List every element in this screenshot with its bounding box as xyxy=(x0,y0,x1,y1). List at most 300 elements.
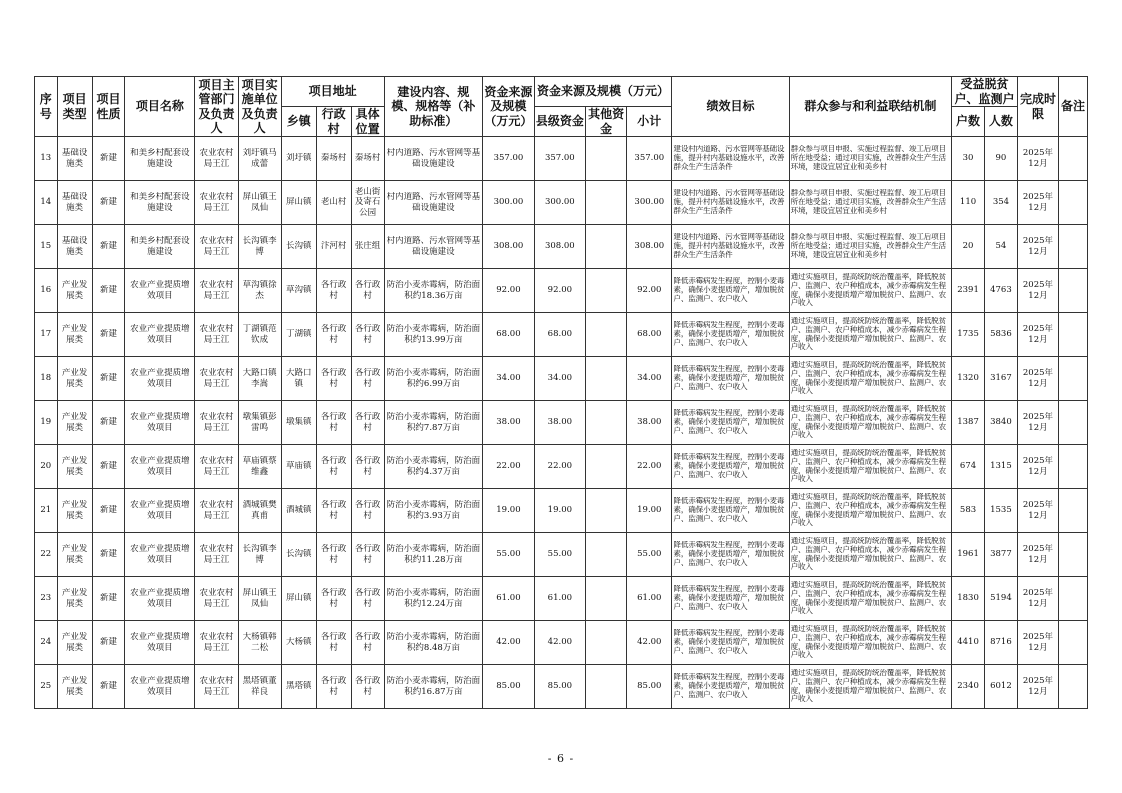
cell-location xyxy=(351,445,384,489)
cell-nature-text: 新建 xyxy=(100,285,118,296)
cell-town xyxy=(281,181,316,225)
cell-mechanism-text: 通过实施项目，提高统防统治覆盖率，降低脱贫户、监测户、农户种植成本，减少赤霉病发生程度，确保小麦提质增产增加脱贫户、监测户、农户收入 xyxy=(790,316,946,352)
header-mechanism: 群众参与和利益联结机制 xyxy=(789,77,951,137)
cell-content xyxy=(384,357,483,401)
cell-goal xyxy=(672,665,789,709)
cell-name xyxy=(125,137,195,181)
cell-people-text: 6012 xyxy=(990,681,1012,692)
table-body xyxy=(35,137,1088,709)
cell-mechanism-text: 群众参与项目申报、实施过程监督、竣工后项目所在地受益；通过项目实施，改善群众生产生活环境，建设宜居宜业和美乡村 xyxy=(790,145,946,171)
cell-county-fund-text: 55.00 xyxy=(547,549,573,560)
cell-goal-text: 降低赤霉病发生程度，控制小麦毒素，确保小麦提质增产，增加脱贫户、监测户、农户收入 xyxy=(673,409,785,435)
cell-location-text: 各行政村 xyxy=(354,631,381,653)
cell-seq xyxy=(35,137,58,181)
cell-dept-text: 农业农村局王江 xyxy=(199,367,234,389)
cell-mechanism-text: 通过实施项目，提高统防统治覆盖率，降低脱贫户、监测户、农户种植成本，减少赤霉病发生程度，确保小麦提质增产增加脱贫户、监测户、农户收入 xyxy=(790,536,946,572)
cell-name xyxy=(125,621,195,665)
cell-remark xyxy=(1059,533,1088,577)
cell-households-text: 1735 xyxy=(957,329,979,340)
cell-mechanism xyxy=(789,489,951,533)
cell-location xyxy=(351,621,384,665)
cell-other-fund xyxy=(586,357,627,401)
cell-type xyxy=(57,577,92,621)
cell-name xyxy=(125,665,195,709)
cell-subtotal xyxy=(627,577,672,621)
cell-mechanism-text: 通过实施项目，提高统防统治覆盖率，降低脱贫户、监测户、农户种植成本，减少赤霉病发生程度，确保小麦提质增产增加脱贫户、监测户、农户收入 xyxy=(790,360,946,396)
header-village: 行政村 xyxy=(316,107,351,137)
table-header xyxy=(35,77,1088,137)
cell-type xyxy=(57,181,92,225)
cell-type-text: 产业发展类 xyxy=(61,499,88,521)
cell-goal-text: 降低赤霉病发生程度，控制小麦毒素，确保小麦提质增产，增加脱贫户、监测户、农户收入 xyxy=(673,321,785,347)
cell-content-text: 防治小麦赤霉病，防治面积约13.99万亩 xyxy=(386,323,481,345)
cell-village-text: 汴河村 xyxy=(320,241,347,252)
cell-seq-text: 21 xyxy=(40,505,52,516)
header-other-fund: 其他资金 xyxy=(586,107,627,137)
cell-mechanism xyxy=(789,137,951,181)
cell-village xyxy=(316,181,351,225)
header-households: 户数 xyxy=(952,107,985,137)
cell-fund-scale-text: 34.00 xyxy=(496,373,521,384)
cell-households xyxy=(952,621,985,665)
cell-nature xyxy=(92,181,125,225)
cell-mechanism xyxy=(789,445,951,489)
cell-other-fund xyxy=(586,269,627,313)
cell-fund-scale-text: 38.00 xyxy=(496,417,521,428)
cell-town-text: 墩集镇 xyxy=(285,417,312,428)
header-goal: 绩效目标 xyxy=(672,77,789,137)
cell-other-fund xyxy=(586,313,627,357)
header-remark: 备注 xyxy=(1059,77,1088,137)
header-nature: 项目性质 xyxy=(92,77,125,137)
cell-content-text: 防治小麦赤霉病，防治面积约3.93万亩 xyxy=(386,499,481,521)
cell-remark xyxy=(1059,269,1088,313)
cell-name xyxy=(125,533,195,577)
cell-impl xyxy=(238,577,281,621)
cell-dept-text: 农业农村局王江 xyxy=(199,631,234,653)
cell-people-text: 8716 xyxy=(990,637,1012,648)
cell-households-text: 1320 xyxy=(957,373,979,384)
cell-deadline xyxy=(1017,533,1058,577)
cell-content xyxy=(384,621,483,665)
cell-village xyxy=(316,665,351,709)
cell-type xyxy=(57,533,92,577)
cell-content xyxy=(384,577,483,621)
cell-type xyxy=(57,137,92,181)
cell-households-text: 30 xyxy=(962,153,974,164)
cell-nature xyxy=(92,357,125,401)
cell-type-text: 基础设施类 xyxy=(61,235,88,257)
cell-location xyxy=(351,533,384,577)
cell-goal xyxy=(672,137,789,181)
cell-people xyxy=(984,225,1017,269)
table-row xyxy=(35,313,1088,357)
cell-type xyxy=(57,665,92,709)
cell-seq xyxy=(35,489,58,533)
cell-village xyxy=(316,137,351,181)
cell-dept-text: 农业农村局王江 xyxy=(199,587,234,609)
cell-deadline-text: 2025年12月 xyxy=(1022,411,1054,433)
cell-households xyxy=(952,489,985,533)
cell-type xyxy=(57,269,92,313)
cell-deadline-text: 2025年12月 xyxy=(1022,147,1054,169)
cell-location-text: 各行政村 xyxy=(354,499,381,521)
cell-content-text: 村内道路、污水管网等基础设施建设 xyxy=(386,235,481,257)
cell-nature xyxy=(92,533,125,577)
cell-subtotal xyxy=(627,313,672,357)
cell-households-text: 1387 xyxy=(957,417,979,428)
cell-goal xyxy=(672,225,789,269)
cell-content-text: 村内道路、污水管网等基础设施建设 xyxy=(386,147,481,169)
cell-town xyxy=(281,489,316,533)
header-address: 项目地址 xyxy=(281,77,384,107)
cell-name-text: 农业产业提质增效项目 xyxy=(130,499,190,521)
cell-town-text: 屏山镇 xyxy=(285,593,312,604)
cell-content xyxy=(384,489,483,533)
cell-subtotal xyxy=(627,269,672,313)
cell-content xyxy=(384,665,483,709)
cell-type-text: 产业发展类 xyxy=(61,631,88,653)
cell-dept xyxy=(195,665,238,709)
cell-subtotal xyxy=(627,621,672,665)
cell-impl-text: 墩集镇彭雷鸣 xyxy=(242,411,277,433)
cell-village-text: 各行政村 xyxy=(320,675,347,697)
cell-nature xyxy=(92,445,125,489)
cell-goal-text: 降低赤霉病发生程度，控制小麦毒素，确保小麦提质增产，增加脱贫户、监测户、农户收入 xyxy=(673,585,785,611)
cell-people-text: 1315 xyxy=(990,461,1012,472)
cell-content-text: 防治小麦赤霉病，防治面积约16.87万亩 xyxy=(386,675,481,697)
cell-type-text: 产业发展类 xyxy=(61,279,88,301)
cell-village-text: 各行政村 xyxy=(320,367,347,389)
cell-dept-text: 农业农村局王江 xyxy=(199,235,234,257)
cell-other-fund xyxy=(586,225,627,269)
cell-location xyxy=(351,401,384,445)
cell-nature xyxy=(92,269,125,313)
cell-village xyxy=(316,401,351,445)
cell-town-text: 酒城镇 xyxy=(285,505,312,516)
cell-town xyxy=(281,269,316,313)
cell-deadline-text: 2025年12月 xyxy=(1022,587,1054,609)
cell-town-text: 屏山镇 xyxy=(285,197,312,208)
cell-remark xyxy=(1059,665,1088,709)
cell-goal-text: 建设村内道路、污水管网等基础设施，提升村内基础设施水平，改善群众生产生活条件 xyxy=(673,145,785,171)
cell-seq xyxy=(35,313,58,357)
cell-goal-text: 降低赤霉病发生程度，控制小麦毒素，确保小麦提质增产，增加脱贫户、监测户、农户收入 xyxy=(673,365,785,391)
cell-type-text: 产业发展类 xyxy=(61,675,88,697)
cell-content xyxy=(384,313,483,357)
cell-county-fund xyxy=(534,357,585,401)
cell-seq-text: 13 xyxy=(40,153,52,164)
cell-nature xyxy=(92,313,125,357)
cell-name-text: 农业产业提质增效项目 xyxy=(130,411,190,433)
cell-subtotal xyxy=(627,445,672,489)
cell-town-text: 大路口镇 xyxy=(285,367,312,389)
cell-impl xyxy=(238,401,281,445)
header-subtotal: 小计 xyxy=(627,107,672,137)
cell-village-text: 各行政村 xyxy=(320,499,347,521)
cell-dept xyxy=(195,445,238,489)
cell-mechanism xyxy=(789,269,951,313)
cell-town-text: 黑塔镇 xyxy=(285,681,312,692)
cell-village-text: 各行政村 xyxy=(320,455,347,477)
cell-fund-scale-text: 68.00 xyxy=(496,329,521,340)
cell-deadline-text: 2025年12月 xyxy=(1022,675,1054,697)
cell-village xyxy=(316,225,351,269)
cell-content-text: 防治小麦赤霉病，防治面积约7.87万亩 xyxy=(386,411,481,433)
cell-people-text: 90 xyxy=(995,153,1007,164)
cell-deadline xyxy=(1017,665,1058,709)
header-fund-scale: 资金来源及规模（万元） xyxy=(483,77,534,137)
cell-name xyxy=(125,357,195,401)
cell-goal-text: 降低赤霉病发生程度，控制小麦毒素，确保小麦提质增产，增加脱贫户、监测户、农户收入 xyxy=(673,541,785,567)
cell-deadline xyxy=(1017,313,1058,357)
cell-location-text: 老山街及寄石公园 xyxy=(354,186,381,218)
cell-town xyxy=(281,313,316,357)
cell-mechanism xyxy=(789,225,951,269)
cell-other-fund xyxy=(586,445,627,489)
cell-mechanism xyxy=(789,357,951,401)
cell-name-text: 农业产业提质增效项目 xyxy=(130,455,190,477)
cell-county-fund-text: 19.00 xyxy=(547,505,573,516)
cell-other-fund xyxy=(586,489,627,533)
cell-dept-text: 农业农村局王江 xyxy=(199,543,234,565)
cell-subtotal xyxy=(627,401,672,445)
cell-subtotal-text: 34.00 xyxy=(637,373,662,384)
cell-county-fund xyxy=(534,665,585,709)
cell-dept xyxy=(195,181,238,225)
cell-town xyxy=(281,137,316,181)
cell-content xyxy=(384,445,483,489)
cell-impl xyxy=(238,313,281,357)
cell-location-text: 各行政村 xyxy=(354,587,381,609)
cell-mechanism-text: 群众参与项目申报、实施过程监督、竣工后项目所在地受益；通过项目实施，改善群众生产生活环境，建设宜居宜业和美乡村 xyxy=(790,233,946,259)
cell-type xyxy=(57,621,92,665)
cell-impl-text: 草沟镇徐杰 xyxy=(242,279,277,301)
cell-mechanism-text: 通过实施项目，提高统防统治覆盖率，降低脱贫户、监测户、农户种植成本，减少赤霉病发生程度，确保小麦提质增产增加脱贫户、监测户、农户收入 xyxy=(790,404,946,440)
cell-nature xyxy=(92,621,125,665)
cell-seq xyxy=(35,621,58,665)
cell-people-text: 4763 xyxy=(990,285,1012,296)
cell-households-text: 2340 xyxy=(957,681,979,692)
cell-impl xyxy=(238,357,281,401)
cell-people xyxy=(984,577,1017,621)
cell-fund-scale xyxy=(483,489,534,533)
cell-nature xyxy=(92,665,125,709)
cell-county-fund-text: 34.00 xyxy=(547,373,573,384)
cell-content-text: 防治小麦赤霉病，防治面积约11.28万亩 xyxy=(386,543,481,565)
cell-county-fund-text: 61.00 xyxy=(547,593,573,604)
cell-village-text: 各行政村 xyxy=(320,323,347,345)
cell-fund-scale-text: 357.00 xyxy=(493,153,524,164)
cell-fund-scale-text: 85.00 xyxy=(496,681,521,692)
cell-people-text: 5194 xyxy=(990,593,1012,604)
cell-dept xyxy=(195,357,238,401)
cell-county-fund-text: 38.00 xyxy=(547,417,573,428)
cell-village xyxy=(316,313,351,357)
cell-households-text: 2391 xyxy=(957,285,979,296)
cell-dept-text: 农业农村局王江 xyxy=(199,147,234,169)
cell-seq xyxy=(35,225,58,269)
cell-deadline-text: 2025年12月 xyxy=(1022,631,1054,653)
cell-town xyxy=(281,401,316,445)
cell-other-fund xyxy=(586,401,627,445)
cell-seq xyxy=(35,445,58,489)
cell-fund-scale xyxy=(483,665,534,709)
cell-people xyxy=(984,665,1017,709)
cell-county-fund xyxy=(534,533,585,577)
cell-impl-text: 丁湖镇范钦成 xyxy=(242,323,277,345)
cell-other-fund xyxy=(586,577,627,621)
header-dept: 项目主管部门及负责人 xyxy=(195,77,238,137)
cell-subtotal-text: 22.00 xyxy=(637,461,662,472)
cell-households xyxy=(952,577,985,621)
cell-impl-text: 草庙镇蔡维鑫 xyxy=(242,455,277,477)
header-town: 乡镇 xyxy=(281,107,316,137)
cell-mechanism-text: 通过实施项目，提高统防统治覆盖率，降低脱贫户、监测户、农户种植成本，减少赤霉病发生程度，确保小麦提质增产增加脱贫户、监测户、农户收入 xyxy=(790,448,946,484)
cell-county-fund xyxy=(534,269,585,313)
cell-nature-text: 新建 xyxy=(100,461,118,472)
cell-county-fund xyxy=(534,577,585,621)
cell-content xyxy=(384,533,483,577)
cell-dept xyxy=(195,137,238,181)
cell-content-text: 村内道路、污水管网等基础设施建设 xyxy=(386,191,481,213)
cell-deadline xyxy=(1017,269,1058,313)
cell-goal xyxy=(672,401,789,445)
cell-remark xyxy=(1059,357,1088,401)
table-row xyxy=(35,225,1088,269)
cell-fund-scale-text: 22.00 xyxy=(496,461,521,472)
header-name: 项目名称 xyxy=(125,77,195,137)
cell-content xyxy=(384,225,483,269)
cell-nature-text: 新建 xyxy=(100,681,118,692)
cell-subtotal xyxy=(627,489,672,533)
cell-mechanism xyxy=(789,533,951,577)
cell-nature-text: 新建 xyxy=(100,373,118,384)
cell-seq xyxy=(35,357,58,401)
cell-county-fund xyxy=(534,181,585,225)
cell-mechanism-text: 群众参与项目申报、实施过程监督、竣工后项目所在地受益；通过项目实施，改善群众生产生活环境，建设宜居宜业和美乡村 xyxy=(790,189,946,215)
cell-village-text: 老山村 xyxy=(320,197,347,208)
cell-impl xyxy=(238,533,281,577)
cell-seq-text: 18 xyxy=(40,373,52,384)
cell-dept xyxy=(195,577,238,621)
cell-subtotal-text: 300.00 xyxy=(634,197,665,208)
cell-county-fund xyxy=(534,313,585,357)
cell-households xyxy=(952,313,985,357)
cell-nature-text: 新建 xyxy=(100,637,118,648)
cell-seq-text: 20 xyxy=(40,461,52,472)
cell-fund-scale xyxy=(483,401,534,445)
cell-seq-text: 16 xyxy=(40,285,52,296)
header-fund-group: 资金来源及规模（万元） xyxy=(534,77,672,107)
cell-county-fund-text: 85.00 xyxy=(547,681,573,692)
cell-subtotal-text: 357.00 xyxy=(634,153,665,164)
cell-goal xyxy=(672,357,789,401)
cell-goal xyxy=(672,489,789,533)
cell-fund-scale-text: 61.00 xyxy=(496,593,521,604)
cell-remark xyxy=(1059,489,1088,533)
cell-people-text: 3877 xyxy=(990,549,1012,560)
cell-village-text: 各行政村 xyxy=(320,411,347,433)
table-row xyxy=(35,445,1088,489)
table-row xyxy=(35,181,1088,225)
cell-dept-text: 农业农村局王江 xyxy=(199,191,234,213)
table-row xyxy=(35,621,1088,665)
cell-location-text: 各行政村 xyxy=(354,675,381,697)
cell-location-text: 各行政村 xyxy=(354,411,381,433)
cell-mechanism-text: 通过实施项目，提高统防统治覆盖率，降低脱贫户、监测户、农户种植成本，减少赤霉病发生程度，确保小麦提质增产增加脱贫户、监测户、农户收入 xyxy=(790,580,946,616)
cell-mechanism xyxy=(789,577,951,621)
cell-goal xyxy=(672,533,789,577)
cell-deadline xyxy=(1017,621,1058,665)
cell-subtotal-text: 19.00 xyxy=(637,505,662,516)
page-number: - 6 - xyxy=(547,752,575,765)
cell-dept xyxy=(195,269,238,313)
cell-impl xyxy=(238,225,281,269)
cell-seq-text: 19 xyxy=(40,417,52,428)
cell-type-text: 产业发展类 xyxy=(61,367,88,389)
cell-town-text: 草沟镇 xyxy=(285,285,312,296)
cell-deadline xyxy=(1017,357,1058,401)
cell-households xyxy=(952,533,985,577)
cell-county-fund xyxy=(534,401,585,445)
cell-town xyxy=(281,445,316,489)
cell-location xyxy=(351,313,384,357)
cell-goal-text: 降低赤霉病发生程度，控制小麦毒素，确保小麦提质增产，增加脱贫户、监测户、农户收入 xyxy=(673,453,785,479)
cell-dept-text: 农业农村局王江 xyxy=(199,323,234,345)
cell-goal-text: 降低赤霉病发生程度，控制小麦毒素，确保小麦提质增产，增加脱贫户、监测户、农户收入 xyxy=(673,629,785,655)
cell-fund-scale xyxy=(483,269,534,313)
cell-mechanism-text: 通过实施项目，提高统防统治覆盖率，降低脱贫户、监测户、农户种植成本，减少赤霉病发生程度，确保小麦提质增产增加脱贫户、监测户、农户收入 xyxy=(790,272,946,308)
table-row xyxy=(35,533,1088,577)
cell-goal-text: 建设村内道路、污水管网等基础设施，提升村内基础设施水平，改善群众生产生活条件 xyxy=(673,233,785,259)
cell-remark xyxy=(1059,577,1088,621)
cell-fund-scale-text: 55.00 xyxy=(496,549,521,560)
cell-county-fund-text: 357.00 xyxy=(544,153,575,164)
cell-other-fund xyxy=(586,181,627,225)
cell-subtotal xyxy=(627,357,672,401)
cell-goal xyxy=(672,181,789,225)
cell-village xyxy=(316,577,351,621)
cell-impl xyxy=(238,137,281,181)
cell-people-text: 3840 xyxy=(990,417,1012,428)
cell-type-text: 产业发展类 xyxy=(61,411,88,433)
cell-people xyxy=(984,401,1017,445)
cell-fund-scale-text: 300.00 xyxy=(493,197,524,208)
cell-impl xyxy=(238,489,281,533)
cell-county-fund-text: 308.00 xyxy=(544,241,575,252)
cell-fund-scale-text: 19.00 xyxy=(496,505,521,516)
cell-location xyxy=(351,577,384,621)
cell-nature xyxy=(92,489,125,533)
cell-village xyxy=(316,621,351,665)
cell-type xyxy=(57,357,92,401)
cell-name-text: 农业产业提质增效项目 xyxy=(130,587,190,609)
cell-name-text: 和美乡村配套设施建设 xyxy=(130,147,190,169)
cell-remark xyxy=(1059,445,1088,489)
cell-location xyxy=(351,181,384,225)
cell-deadline-text: 2025年12月 xyxy=(1022,323,1054,345)
cell-dept-text: 农业农村局王江 xyxy=(199,499,234,521)
cell-subtotal-text: 55.00 xyxy=(637,549,662,560)
table-row xyxy=(35,489,1088,533)
cell-impl xyxy=(238,181,281,225)
cell-town-text: 刘圩镇 xyxy=(285,153,312,164)
cell-location xyxy=(351,489,384,533)
cell-deadline xyxy=(1017,137,1058,181)
cell-impl-text: 长沟镇李博 xyxy=(242,543,277,565)
cell-content xyxy=(384,181,483,225)
